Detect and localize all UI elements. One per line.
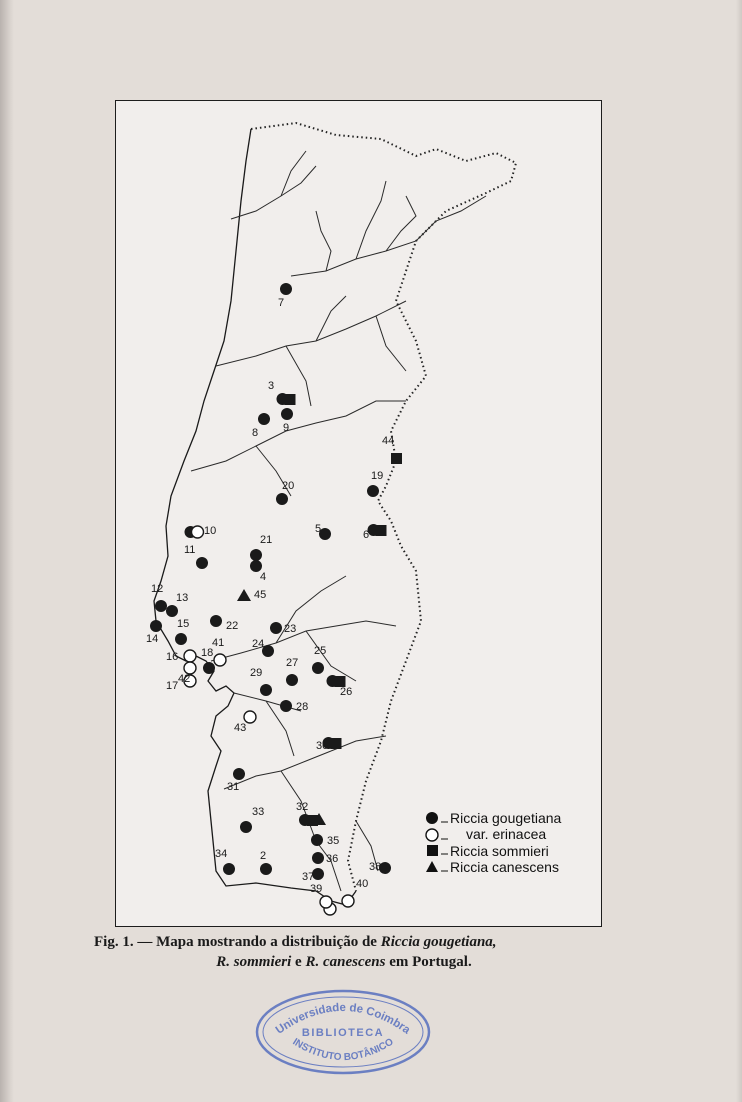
locality-marker-30 xyxy=(316,737,342,752)
locality-marker-38 xyxy=(369,861,391,874)
locality-number-label: 12 xyxy=(151,583,164,595)
legend-label-sommieri: Riccia sommieri xyxy=(450,843,549,859)
filled-circle-symbol xyxy=(312,852,324,864)
filled-square-symbol xyxy=(427,845,438,856)
locality-marker-36 xyxy=(312,852,338,865)
locality-number-label: 40 xyxy=(356,878,369,890)
caption-dash: — xyxy=(137,934,153,950)
locality-number-label: 11 xyxy=(184,544,196,556)
locality-marker-15 xyxy=(175,618,189,645)
locality-number-label: 28 xyxy=(296,701,309,713)
locality-markers xyxy=(146,283,402,915)
locality-marker-33 xyxy=(240,806,264,833)
locality-number-label: 25 xyxy=(314,645,327,657)
locality-marker-26 xyxy=(327,675,353,698)
locality-marker-2 xyxy=(260,850,272,875)
locality-number-label: 45 xyxy=(254,589,267,601)
locality-marker-35 xyxy=(311,834,339,847)
filled-circle-symbol xyxy=(196,557,208,569)
filled-circle-symbol xyxy=(223,863,235,875)
locality-marker-20 xyxy=(276,480,294,505)
filled-circle-symbol xyxy=(281,408,293,420)
figure-label: Fig. 1. xyxy=(94,934,134,950)
locality-marker-24 xyxy=(252,638,274,657)
locality-number-label: 6 xyxy=(363,529,370,541)
locality-marker-21 xyxy=(250,534,272,561)
stamp-bottom-text: INSTITUTO BOTÂNICO xyxy=(290,1036,396,1064)
legend-item-sommieri xyxy=(427,843,549,859)
locality-number-label: 44 xyxy=(382,435,395,447)
locality-number-label: 22 xyxy=(226,620,239,632)
distribution-map xyxy=(115,100,602,927)
open-circle-symbol xyxy=(426,829,438,841)
locality-marker-19 xyxy=(367,470,383,497)
legend-label-gougetiana: Riccia gougetiana xyxy=(450,810,562,826)
locality-number-label: 19 xyxy=(371,470,384,482)
locality-marker-32 xyxy=(296,801,326,826)
locality-number-label: 16 xyxy=(166,651,179,663)
locality-number-label: 14 xyxy=(146,633,159,645)
open-circle-symbol xyxy=(214,654,226,666)
filled-circle-symbol xyxy=(233,768,245,780)
locality-number-label: 38 xyxy=(369,861,382,873)
filled-circle-symbol xyxy=(203,662,215,674)
locality-number-label: 30 xyxy=(316,740,329,752)
filled-circle-symbol xyxy=(175,633,187,645)
locality-marker-16 xyxy=(166,650,196,663)
locality-number-label: 3 xyxy=(268,380,275,392)
filled-circle-symbol xyxy=(367,485,379,497)
filled-circle-symbol xyxy=(150,620,162,632)
open-circle-symbol xyxy=(184,650,196,662)
locality-number-label: 15 xyxy=(177,618,190,630)
locality-marker-41 xyxy=(212,637,226,666)
filled-circle-symbol xyxy=(270,622,282,634)
locality-number-label: 39 xyxy=(310,883,323,895)
locality-marker-43 xyxy=(234,711,256,734)
library-stamp-svg xyxy=(254,988,432,1076)
open-circle-symbol xyxy=(342,895,354,907)
legend-item-gougetiana xyxy=(426,810,562,826)
locality-number-label: 24 xyxy=(252,638,265,650)
locality-marker-4 xyxy=(250,560,266,583)
figure-caption xyxy=(94,932,634,972)
filled-triangle-symbol xyxy=(426,861,438,872)
filled-circle-symbol xyxy=(312,662,324,674)
filled-circle-symbol xyxy=(210,615,222,627)
locality-number-label: 31 xyxy=(227,781,240,793)
filled-circle-symbol xyxy=(258,413,270,425)
locality-marker-37 xyxy=(302,868,324,883)
caption-conjunction: e xyxy=(295,954,302,970)
locality-marker-12 xyxy=(151,583,167,612)
locality-number-label: 21 xyxy=(260,534,273,546)
library-stamp xyxy=(254,988,432,1076)
filled-square-symbol xyxy=(391,453,402,464)
locality-number-label: 29 xyxy=(250,667,263,679)
filled-triangle-symbol xyxy=(237,589,251,601)
locality-number-label: 41 xyxy=(212,637,225,649)
locality-number-label: 42 xyxy=(178,673,191,685)
species-sommieri: R. sommieri xyxy=(216,954,292,970)
locality-marker-45 xyxy=(237,589,266,601)
locality-number-label: 23 xyxy=(284,623,297,635)
stamp-top-text: Universidade de Coimbra xyxy=(273,1001,413,1037)
locality-marker-29 xyxy=(250,667,272,696)
locality-marker-23 xyxy=(270,622,296,635)
locality-marker-13 xyxy=(166,592,188,617)
species-canescens: R. canescens xyxy=(305,954,386,970)
book-page xyxy=(14,0,736,1102)
stamp-middle-text: BIBLIOTECA xyxy=(301,1027,385,1039)
filled-circle-symbol xyxy=(240,821,252,833)
filled-circle-symbol xyxy=(280,700,292,712)
locality-number-label: 9 xyxy=(283,422,290,434)
portugal-outline xyxy=(154,129,356,905)
filled-circle-symbol xyxy=(280,283,292,295)
locality-marker-28 xyxy=(280,700,308,713)
locality-marker-14 xyxy=(146,620,162,645)
locality-marker-5 xyxy=(315,523,331,540)
caption-line-1 xyxy=(94,932,634,952)
legend-label-erinacea: var. erinacea xyxy=(466,826,547,842)
locality-marker-44 xyxy=(382,435,402,464)
filled-square-symbol xyxy=(285,394,296,405)
filled-circle-symbol xyxy=(286,674,298,686)
locality-number-label: 10 xyxy=(204,525,217,537)
filled-circle-symbol xyxy=(166,605,178,617)
locality-number-label: 26 xyxy=(340,686,353,698)
open-circle-symbol xyxy=(320,896,332,908)
locality-number-label: 4 xyxy=(260,571,267,583)
locality-number-label: 8 xyxy=(252,427,259,439)
filled-circle-symbol xyxy=(276,493,288,505)
locality-marker-34 xyxy=(215,848,235,875)
locality-marker-11 xyxy=(184,544,208,569)
locality-number-label: 34 xyxy=(215,848,228,860)
locality-number-label: 20 xyxy=(282,480,295,492)
locality-number-label: 33 xyxy=(252,806,265,818)
filled-square-symbol xyxy=(376,525,387,536)
open-circle-symbol xyxy=(192,526,204,538)
locality-marker-22 xyxy=(210,615,238,632)
locality-number-label: 18 xyxy=(201,647,214,659)
caption-line-2 xyxy=(94,952,634,972)
filled-circle-symbol xyxy=(260,684,272,696)
locality-number-label: 2 xyxy=(260,850,267,862)
locality-marker-27 xyxy=(286,657,298,686)
locality-marker-8 xyxy=(252,413,270,439)
caption-end: em Portugal. xyxy=(389,954,472,970)
locality-marker-25 xyxy=(312,645,326,674)
filled-square-symbol xyxy=(331,738,342,749)
filled-circle-symbol xyxy=(311,834,323,846)
locality-number-label: 32 xyxy=(296,801,309,813)
locality-marker-3 xyxy=(268,380,296,405)
filled-circle-symbol xyxy=(155,600,167,612)
locality-number-label: 7 xyxy=(278,297,285,309)
locality-marker-10 xyxy=(185,525,217,538)
locality-number-label: 5 xyxy=(315,523,322,535)
filled-circle-symbol xyxy=(250,549,262,561)
portugal-map-svg xyxy=(116,101,601,926)
locality-number-label: 17 xyxy=(166,680,179,692)
caption-text: Mapa mostrando a distribuição de xyxy=(156,934,377,950)
locality-number-label: 27 xyxy=(286,657,299,669)
map-legend xyxy=(426,810,562,875)
legend-label-canescens: Riccia canescens xyxy=(450,859,559,875)
locality-marker-31 xyxy=(227,768,245,793)
page-edge-shadow xyxy=(736,0,742,1102)
book-spine-shadow xyxy=(0,0,14,1102)
locality-marker-39 xyxy=(310,883,332,908)
locality-marker-6 xyxy=(363,524,387,541)
locality-number-label: 36 xyxy=(326,853,339,865)
locality-number-label: 43 xyxy=(234,722,247,734)
locality-number-label: 37 xyxy=(302,871,315,883)
legend-item-erinacea xyxy=(426,826,546,842)
spain-border xyxy=(251,123,516,891)
filled-circle-symbol xyxy=(260,863,272,875)
filled-circle-symbol xyxy=(426,812,438,824)
locality-number-label: 35 xyxy=(327,835,340,847)
species-gougetiana: Riccia gougetiana, xyxy=(380,934,497,950)
locality-number-label: 13 xyxy=(176,592,189,604)
legend-item-canescens xyxy=(426,859,559,875)
locality-marker-7 xyxy=(278,283,292,309)
